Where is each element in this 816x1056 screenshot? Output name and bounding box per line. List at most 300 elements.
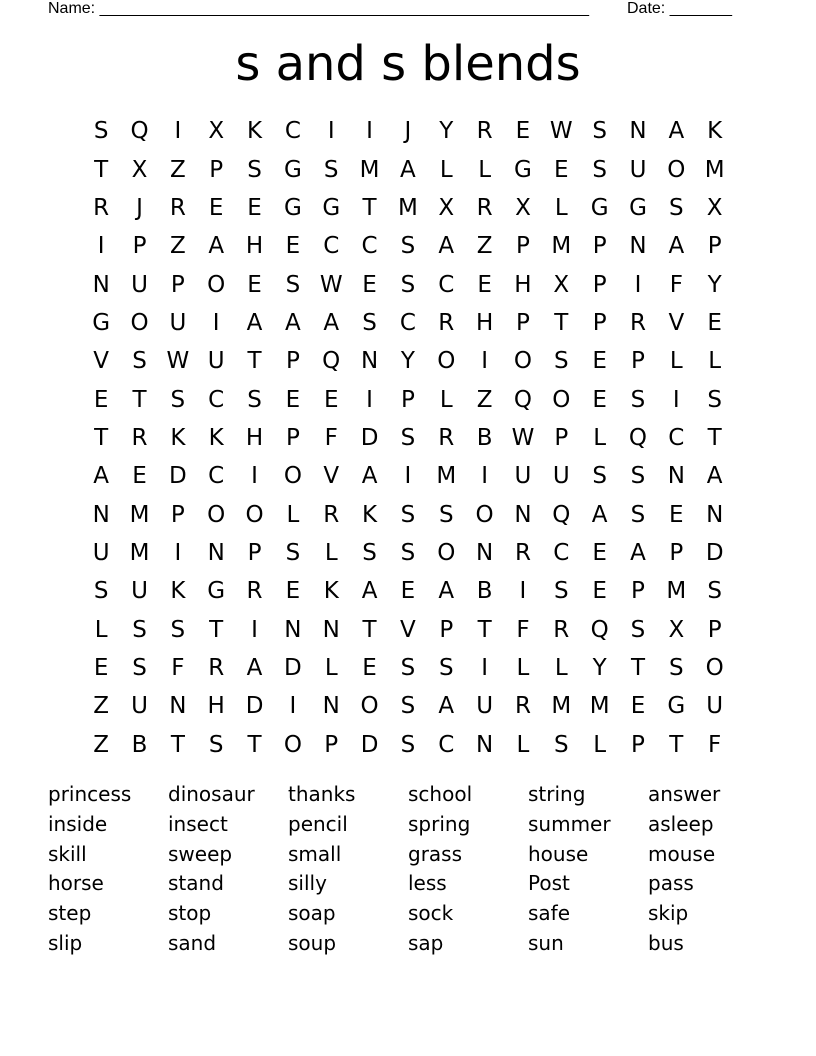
grid-letter: M [129,501,150,528]
grid-letter: J [404,118,412,145]
word-list-item: skip [648,901,689,926]
grid-letter: K [170,578,186,605]
grid-letter: X [438,194,455,221]
grid-letter: S [630,386,646,413]
grid-letter: P [400,386,415,413]
grid-letter: K [323,578,339,605]
word-list-item: grass [408,841,463,866]
grid-letter: I [174,118,182,145]
grid-letter: A [668,118,685,145]
grid-letter: D [360,731,379,758]
grid-letter: M [436,463,457,490]
grid-letter: E [592,348,607,375]
grid-letter: G [207,578,226,605]
grid-letter: E [707,309,722,336]
grid-letter: N [169,693,187,720]
grid-letter: U [629,156,647,183]
grid-letter: A [438,233,455,260]
grid-letter: Q [130,118,149,145]
grid-letter: E [247,194,262,221]
grid-letter: S [592,156,607,183]
grid-letter: C [284,118,301,145]
grid-letter: O [475,501,494,528]
grid-letter: E [247,271,262,298]
grid-letter: S [553,348,569,375]
grid-letter: P [209,156,224,183]
grid-letter: T [209,616,224,643]
grid-letter: A [208,233,225,260]
grid-letter: V [668,309,685,336]
grid-letter: W [549,118,573,145]
grid-letter: E [323,386,339,413]
grid-letter: R [323,501,340,528]
grid-letter: S [592,463,607,490]
word-list-item: safe [528,901,571,926]
grid-letter: M [589,693,610,720]
grid-letter: H [475,309,494,336]
grid-letter: E [630,693,646,720]
grid-letter: M [359,156,380,183]
grid-letter: N [207,539,225,566]
grid-letter: A [246,309,263,336]
grid-letter: T [170,731,185,758]
grid-letter: S [247,386,262,413]
grid-letter: K [247,118,263,145]
grid-letter: Z [169,233,186,260]
grid-letter: U [476,693,494,720]
grid-letter: Z [476,233,493,260]
grid-letter: F [516,616,530,643]
word-list-item: silly [288,871,327,896]
grid-letter: I [327,118,335,145]
word-list-item: thanks [288,782,356,806]
word-list-item: sap [408,930,444,955]
grid-letter: A [706,463,723,490]
grid-letter: L [439,156,453,183]
grid-letter: O [360,693,379,720]
grid-letter: L [593,424,607,451]
grid-letter: L [478,156,492,183]
grid-letter: K [170,424,186,451]
grid-letter: U [131,693,148,720]
grid-letter: N [514,501,532,528]
grid-letter: P [516,309,530,336]
grid-letter: B [131,731,148,758]
grid-letter: T [247,731,262,758]
grid-letter: S [400,501,416,528]
grid-letter: M [704,156,725,183]
grid-letter: E [285,386,301,413]
word-list-item: slip [48,930,83,955]
grid-letter: S [93,118,109,145]
grid-letter: N [629,118,647,145]
grid-letter: T [669,731,684,758]
word-list-item: sock [408,901,454,926]
word-list-item: house [528,841,589,866]
grid-letter: S [247,156,262,183]
grid-letter: S [132,348,147,375]
word-list-item: skill [48,841,87,866]
grid-letter: B [476,578,493,605]
word-list-item: less [408,871,447,896]
grid-letter: A [246,654,263,681]
grid-letter: U [514,463,532,490]
grid-letter: A [285,309,301,336]
grid-letter: S [553,731,569,758]
word-list-item: sand [168,930,217,955]
grid-letter: S [400,539,416,566]
word-list-item: stop [168,901,212,926]
grid-letter: Y [400,348,415,375]
grid-letter: Z [93,693,110,720]
grid-letter: S [400,271,416,298]
grid-letter: N [284,616,302,643]
grid-letter: D [245,693,264,720]
grid-letter: S [400,693,416,720]
grid-letter: N [476,731,494,758]
grid-letter: Y [707,271,722,298]
grid-letter: D [705,539,724,566]
grid-letter: H [245,424,264,451]
grid-letter: P [631,731,645,758]
grid-letter: X [668,616,685,643]
grid-letter: R [438,309,455,336]
grid-letter: U [552,463,570,490]
grid-letter: Q [322,348,341,375]
grid-letter: R [208,654,225,681]
grid-letter: I [481,348,488,375]
grid-letter: P [247,539,262,566]
word-list-item: sweep [168,841,233,866]
word-list-item: answer [648,782,721,806]
grid-letter: E [554,156,569,183]
grid-letter: O [513,348,532,375]
grid-letter: E [285,233,301,260]
grid-letter: W [319,271,343,298]
grid-letter: R [438,424,455,451]
grid-letter: G [514,156,532,183]
grid-letter: M [129,539,150,566]
grid-letter: I [174,539,182,566]
grid-letter: A [361,578,378,605]
grid-letter: S [400,654,416,681]
grid-letter: R [476,118,493,145]
grid-letter: S [285,271,301,298]
grid-letter: P [132,233,147,260]
grid-letter: L [708,348,722,375]
grid-letter: G [590,194,609,221]
grid-letter: E [477,271,492,298]
grid-letter: G [283,194,302,221]
grid-letter: C [668,424,685,451]
grid-letter: H [514,271,532,298]
grid-letter: H [207,693,225,720]
grid-letter: R [514,693,531,720]
grid-letter: M [666,578,687,605]
grid-letter: L [439,386,453,413]
word-list-item: dinosaur [168,782,255,806]
grid-letter: N [360,348,379,375]
word-list-item: bus [648,930,684,955]
grid-letter: E [592,539,607,566]
grid-letter: N [629,233,647,260]
grid-letter: E [93,654,109,681]
grid-letter: O [552,386,571,413]
grid-letter: Z [169,156,186,183]
grid-letter: S [170,616,186,643]
grid-letter: R [514,539,531,566]
grid-letter: S [630,501,646,528]
grid-letter: E [592,386,607,413]
grid-letter: V [400,616,416,643]
grid-letter: N [322,616,340,643]
word-list-item: school [408,782,473,806]
grid-letter: N [92,501,110,528]
grid-letter: A [361,463,378,490]
grid-letter: F [708,731,722,758]
grid-letter: A [668,233,685,260]
date-field-label: Date: _______ [627,0,732,17]
word-list-item: insect [168,811,228,836]
grid-letter: L [554,194,568,221]
grid-letter: S [400,233,416,260]
grid-letter: I [404,463,412,490]
grid-letter: E [132,463,147,490]
grid-letter: F [324,424,338,451]
grid-letter: L [554,654,568,681]
grid-letter: K [707,118,723,145]
grid-letter: D [284,654,302,681]
grid-letter: O [207,501,226,528]
grid-letter: Q [552,501,571,528]
word-list-item: soup [288,930,337,955]
grid-letter: M [551,233,572,260]
grid-letter: X [706,194,723,221]
grid-letter: H [245,233,264,260]
grid-letter: O [283,463,302,490]
grid-letter: S [285,539,301,566]
word-list-item: horse [48,871,104,896]
grid-letter: E [362,271,377,298]
word-list-item: Post [528,871,570,896]
grid-letter: V [323,463,340,490]
word-list-item: string [528,782,586,806]
grid-letter: P [516,233,530,260]
grid-letter: I [251,463,258,490]
grid-letter: E [669,501,684,528]
grid-letter: D [360,424,379,451]
grid-letter: I [481,654,488,681]
grid-letter: P [707,233,722,260]
grid-letter: S [592,118,607,145]
grid-letter: K [362,501,378,528]
word-list-item: pencil [288,811,348,836]
grid-letter: C [553,539,570,566]
grid-letter: R [476,194,493,221]
grid-letter: O [437,348,456,375]
grid-letter: L [516,731,530,758]
grid-letter: S [438,654,454,681]
grid-letter: T [94,424,109,451]
grid-letter: J [136,194,143,221]
grid-letter: S [400,731,416,758]
grid-letter: S [362,539,377,566]
grid-letter: S [630,463,646,490]
grid-letter: G [667,693,686,720]
grid-letter: U [92,539,110,566]
grid-letter: P [592,233,607,260]
grid-letter: T [630,654,646,681]
grid-letter: P [285,348,300,375]
word-list-item: stand [168,871,224,896]
grid-letter: A [630,539,646,566]
grid-letter: R [169,194,186,221]
grid-letter: X [131,156,148,183]
grid-letter: W [166,348,190,375]
grid-letter: O [705,654,724,681]
grid-letter: O [130,309,149,336]
grid-letter: I [97,233,105,260]
grid-letter: Z [476,386,493,413]
grid-letter: X [553,271,570,298]
grid-letter: N [92,271,110,298]
grid-letter: F [171,654,185,681]
grid-letter: V [93,348,110,375]
grid-letter: I [481,463,488,490]
grid-letter: Y [439,118,454,145]
grid-letter: I [289,693,297,720]
word-list-item: spring [408,811,471,836]
grid-letter: C [438,271,455,298]
grid-letter: C [208,386,225,413]
grid-letter: T [362,194,377,221]
grid-letter: I [672,386,680,413]
grid-letter: G [322,194,341,221]
grid-letter: R [553,616,570,643]
grid-letter: X [515,194,531,221]
grid-letter: R [629,309,646,336]
grid-letter: I [634,271,642,298]
grid-letter: S [553,578,569,605]
grid-letter: N [322,693,340,720]
grid-letter: L [324,654,338,681]
word-list-item: mouse [648,841,716,866]
grid-letter: E [400,578,416,605]
grid-letter: E [592,578,607,605]
letter-grid [82,112,734,764]
grid-letter: I [366,386,373,413]
grid-letter: A [93,463,110,490]
grid-letter: M [397,194,418,221]
grid-letter: A [400,156,416,183]
grid-letter: T [477,616,492,643]
grid-letter: U [131,271,148,298]
grid-letter: P [554,424,569,451]
grid-letter: S [669,194,684,221]
grid-letter: Z [93,731,110,758]
name-field-label: Name: _______________________________________________________ [48,0,589,17]
grid-letter: S [438,501,454,528]
grid-letter: S [323,156,339,183]
grid-letter: A [438,693,455,720]
grid-letter: L [516,654,530,681]
grid-letter: Q [628,424,648,451]
grid-letter: T [362,616,377,643]
grid-letter: A [438,578,455,605]
grid-letter: I [212,309,220,336]
word-list-item: soap [288,901,336,926]
grid-letter: O [437,539,456,566]
grid-letter: I [366,118,373,145]
grid-letter: L [593,731,607,758]
grid-letter: S [208,731,224,758]
grid-letter: S [93,578,109,605]
grid-letter: S [669,654,684,681]
grid-letter: C [323,233,340,260]
grid-letter: P [324,731,339,758]
grid-letter: S [707,386,722,413]
grid-letter: U [131,578,148,605]
grid-letter: N [476,539,494,566]
grid-letter: P [439,616,454,643]
grid-letter: Q [513,386,532,413]
grid-letter: P [592,309,607,336]
grid-letter: P [631,348,645,375]
grid-letter: A [591,501,608,528]
grid-letter: S [400,424,416,451]
grid-letter: P [631,578,645,605]
grid-letter: S [132,654,147,681]
grid-letter: M [551,693,572,720]
grid-letter: L [94,616,108,643]
grid-letter: T [132,386,147,413]
grid-letter: S [132,616,147,643]
word-list [48,780,768,959]
grid-letter: R [246,578,263,605]
word-list-item: summer [528,811,611,836]
grid-letter: I [519,578,527,605]
grid-letter: R [93,194,110,221]
grid-letter: T [94,156,109,183]
grid-letter: P [592,271,607,298]
grid-letter: S [630,616,646,643]
grid-letter: P [170,501,185,528]
grid-letter: P [170,271,185,298]
grid-letter: C [361,233,378,260]
grid-letter: S [170,386,186,413]
grid-letter: O [245,501,264,528]
grid-letter: P [285,424,300,451]
grid-letter: T [707,424,722,451]
grid-letter: L [286,501,300,528]
word-list-item: small [288,841,342,866]
grid-letter: F [669,271,683,298]
grid-letter: E [208,194,224,221]
grid-letter: Y [592,654,607,681]
grid-letter: E [515,118,531,145]
grid-letter: T [247,348,262,375]
grid-letter: T [554,309,569,336]
grid-letter: C [438,731,455,758]
word-list-item: princess [48,782,132,806]
word-list-item: step [48,901,92,926]
grid-letter: E [93,386,109,413]
grid-letter: G [283,156,302,183]
grid-letter: C [208,463,225,490]
grid-letter: O [207,271,226,298]
page-title: s and s blends [235,36,581,92]
grid-letter: C [399,309,416,336]
